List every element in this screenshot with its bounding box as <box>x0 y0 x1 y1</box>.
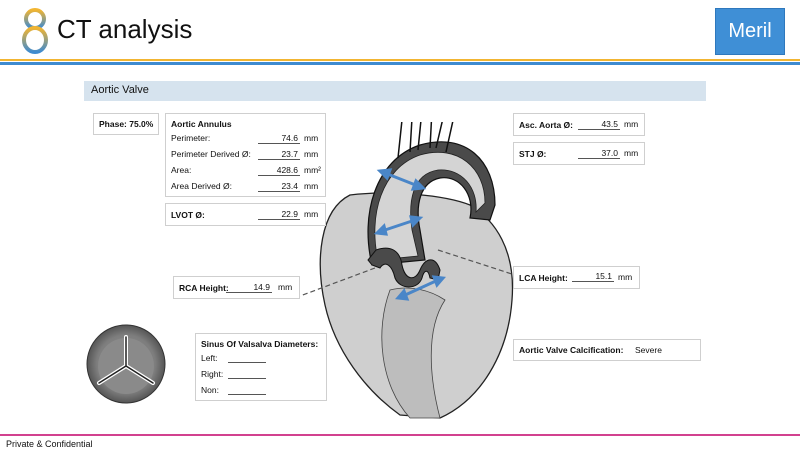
sinus-valsalva-box <box>195 333 327 401</box>
annulus-row <box>166 179 325 193</box>
header-divider-blue <box>0 62 800 65</box>
sinus-title: Sinus Of Valsalva Diameters: <box>201 339 319 349</box>
rca-value[interactable]: 14.9 <box>226 282 272 293</box>
sinus-right-field[interactable] <box>228 369 266 379</box>
annulus-value[interactable]: 23.4 <box>258 181 300 192</box>
calcification-box <box>513 339 701 361</box>
sinus-label: Left: <box>201 353 218 363</box>
annulus-label: Perimeter: <box>171 133 211 143</box>
annulus-title: Aortic Annulus <box>171 119 232 129</box>
annulus-unit: mm <box>304 149 319 159</box>
annulus-unit: mm <box>304 133 319 143</box>
rca-height-box <box>173 276 300 299</box>
brand-8-logo-icon <box>20 6 50 56</box>
annulus-value[interactable]: 23.7 <box>258 149 300 160</box>
annulus-value[interactable]: 74.6 <box>258 133 300 144</box>
annulus-value[interactable]: 428.6 <box>258 165 300 176</box>
annulus-row <box>166 131 325 145</box>
annulus-unit: mm <box>304 181 319 191</box>
asc-aorta-box <box>513 113 645 136</box>
asc-aorta-value[interactable]: 43.5 <box>578 119 620 130</box>
calcification-value[interactable]: Severe <box>635 345 662 355</box>
lca-value[interactable]: 15.1 <box>572 271 614 282</box>
aortic-valve-cross-section-icon <box>85 323 167 405</box>
lvot-label: LVOT Ø: <box>171 210 205 220</box>
footer-divider <box>0 434 800 436</box>
annulus-row <box>166 163 325 177</box>
sinus-row <box>196 367 326 381</box>
rca-unit: mm <box>278 282 293 292</box>
section-header-bar <box>84 81 706 101</box>
asc-aorta-unit: mm <box>624 119 639 129</box>
sinus-row <box>196 351 326 365</box>
stj-value[interactable]: 37.0 <box>578 148 620 159</box>
sinus-row <box>196 383 326 397</box>
header-divider-yellow <box>0 59 800 61</box>
lca-unit: mm <box>618 272 633 282</box>
sinus-non-field[interactable] <box>228 385 266 395</box>
sinus-label: Right: <box>201 369 224 379</box>
rca-label: RCA Height: <box>179 283 229 293</box>
calcification-label: Aortic Valve Calcification: <box>519 345 624 355</box>
phase-label: Phase: 75.0% <box>99 119 154 129</box>
annulus-label: Area: <box>171 165 192 175</box>
sinus-label: Non: <box>201 385 219 395</box>
lvot-value[interactable]: 22.9 <box>258 209 300 220</box>
annulus-label: Perimeter Derived Ø: <box>171 149 251 159</box>
aortic-annulus-box <box>165 113 326 197</box>
section-title: Aortic Valve <box>91 84 149 96</box>
annulus-unit: mm² <box>304 165 321 175</box>
page-title: CT analysis <box>57 14 193 44</box>
annulus-label: Area Derived Ø: <box>171 181 232 191</box>
lca-label: LCA Height: <box>519 273 568 283</box>
annulus-row <box>166 147 325 161</box>
lca-height-box <box>513 266 640 289</box>
sinus-left-field[interactable] <box>228 353 266 363</box>
phase-box <box>93 113 159 135</box>
stj-unit: mm <box>624 148 639 158</box>
asc-aorta-label: Asc. Aorta Ø: <box>519 120 574 130</box>
footer-text: Private & Confidential <box>6 439 93 449</box>
lvot-box <box>165 203 326 226</box>
stj-label: STJ Ø: <box>519 149 547 159</box>
lvot-unit: mm <box>304 209 319 219</box>
brand-logo: Meril <box>715 8 785 55</box>
stj-box <box>513 142 645 165</box>
